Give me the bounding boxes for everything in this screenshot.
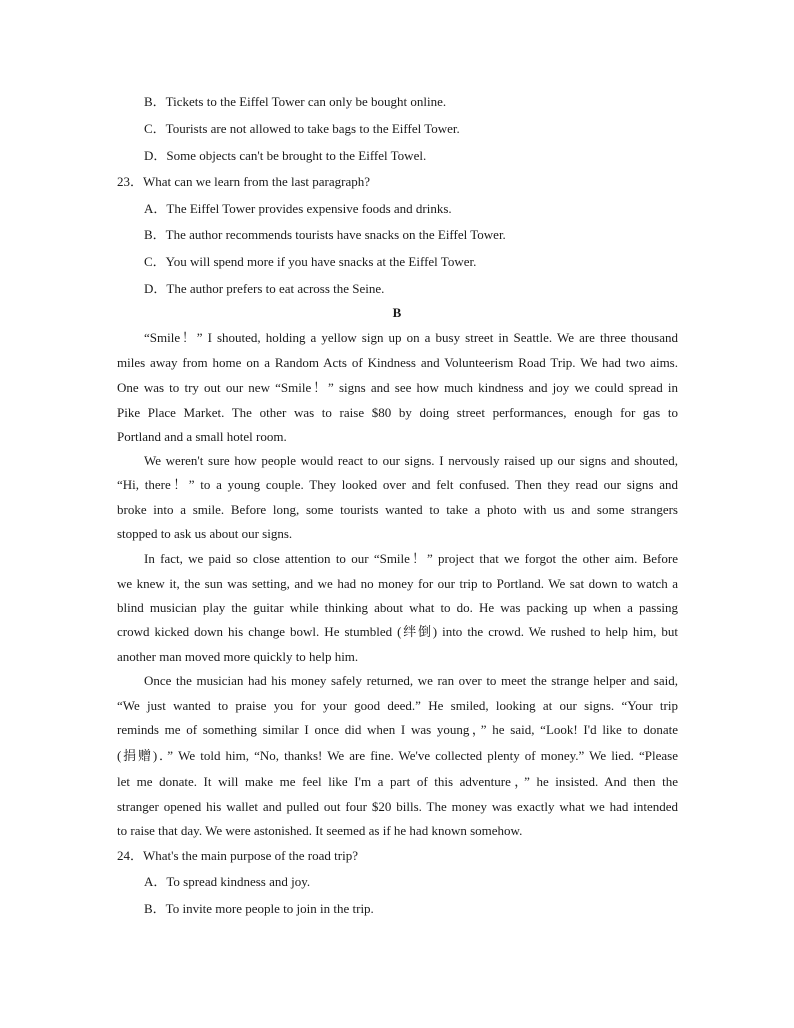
q23-stem: 23．What can we learn from the last paragraph? [117, 174, 371, 189]
q23-option-a: A．The Eiffel Tower provides expensive foods and drinks. [144, 201, 452, 216]
q24-option-b: B．To invite more people to join in the trip. [144, 901, 374, 916]
q22-option-d: D．Some objects can't be brought to the Eiffel Towel. [144, 148, 427, 163]
passage-line: “Smile！” I shouted, holding a yellow sign up on a busy street in Seattle. We are three thousand [144, 330, 678, 345]
passage-line: stranger opened his wallet and pulled out four $20 bills. The money was exactly what we had intended [117, 799, 678, 814]
q24-stem: 24．What's the main purpose of the road trip? [117, 848, 358, 863]
passage-line: “We just wanted to praise you for your good deed.” He smiled, looking at our signs. “Your trip [117, 698, 678, 713]
passage-line: stopped to ask us about our signs. [117, 526, 293, 541]
section-heading: B [392, 305, 402, 320]
q23-option-c: C．You will spend more if you have snacks at the Eiffel Tower. [144, 254, 477, 269]
passage-line: Portland and a small hotel room. [117, 429, 287, 444]
q22-option-c: C．Tourists are not allowed to take bags to the Eiffel Tower. [144, 121, 460, 136]
passage-line: “Hi, there！” to a young couple. They looked over and felt confused. Then they read our signs and [117, 477, 678, 492]
passage-line: another man moved more quickly to help him. [117, 649, 359, 664]
q23-option-d: D．The author prefers to eat across the Seine. [144, 281, 385, 296]
passage-line: blind musician play the guitar while thinking about what to do. He was packing up when a passing [117, 600, 678, 615]
passage-line: crowd kicked down his change bowl. He stumbled (绊倒) into the crowd. We rushed to help him, but [117, 624, 678, 639]
q22-option-b: B．Tickets to the Eiffel Tower can only be bought online. [144, 94, 447, 109]
q24-option-a: A．To spread kindness and joy. [144, 874, 311, 889]
passage-line: let me donate. It will make me feel like I'm a part of this adventure，” he insisted. And then the [117, 774, 678, 789]
passage-line: (捐赠)．” We told him, “No, thanks! We are fine. We've collected plenty of money.” We lied. “Please [117, 748, 678, 763]
passage-line: Once the musician had his money safely returned, we ran over to meet the strange helper and said, [144, 673, 678, 688]
passage-line: We weren't sure how people would react to our signs. I nervously raised up our signs and shouted, [144, 453, 678, 468]
q23-option-b: B．The author recommends tourists have snacks on the Eiffel Tower. [144, 227, 506, 242]
passage-line: One was to try out our new “Smile！” signs and see how much kindness and joy we could spread in [117, 380, 678, 395]
passage-line: reminds me of something similar I once did when I was young，” he said, “Look! I'd like to donate [117, 722, 678, 737]
passage-line: miles away from home on a Random Acts of Kindness and Volunteerism Road Trip. We had two aims. [117, 355, 678, 370]
passage-line: In fact, we paid so close attention to our “Smile！” project that we forgot the other aim. Before [144, 551, 678, 566]
passage-line: to raise that day. We were astonished. It seemed as if he had known somehow. [117, 823, 523, 838]
passage-line: broke into a smile. Before long, some tourists wanted to take a photo with us and some strangers [117, 502, 678, 517]
passage-line: we knew it, the sun was setting, and we had no money for our trip to Portland. We sat down to watch a [117, 576, 678, 591]
passage-line: Pike Place Market. The other was to raise $80 by doing street performances, enough for gas to [117, 405, 678, 420]
